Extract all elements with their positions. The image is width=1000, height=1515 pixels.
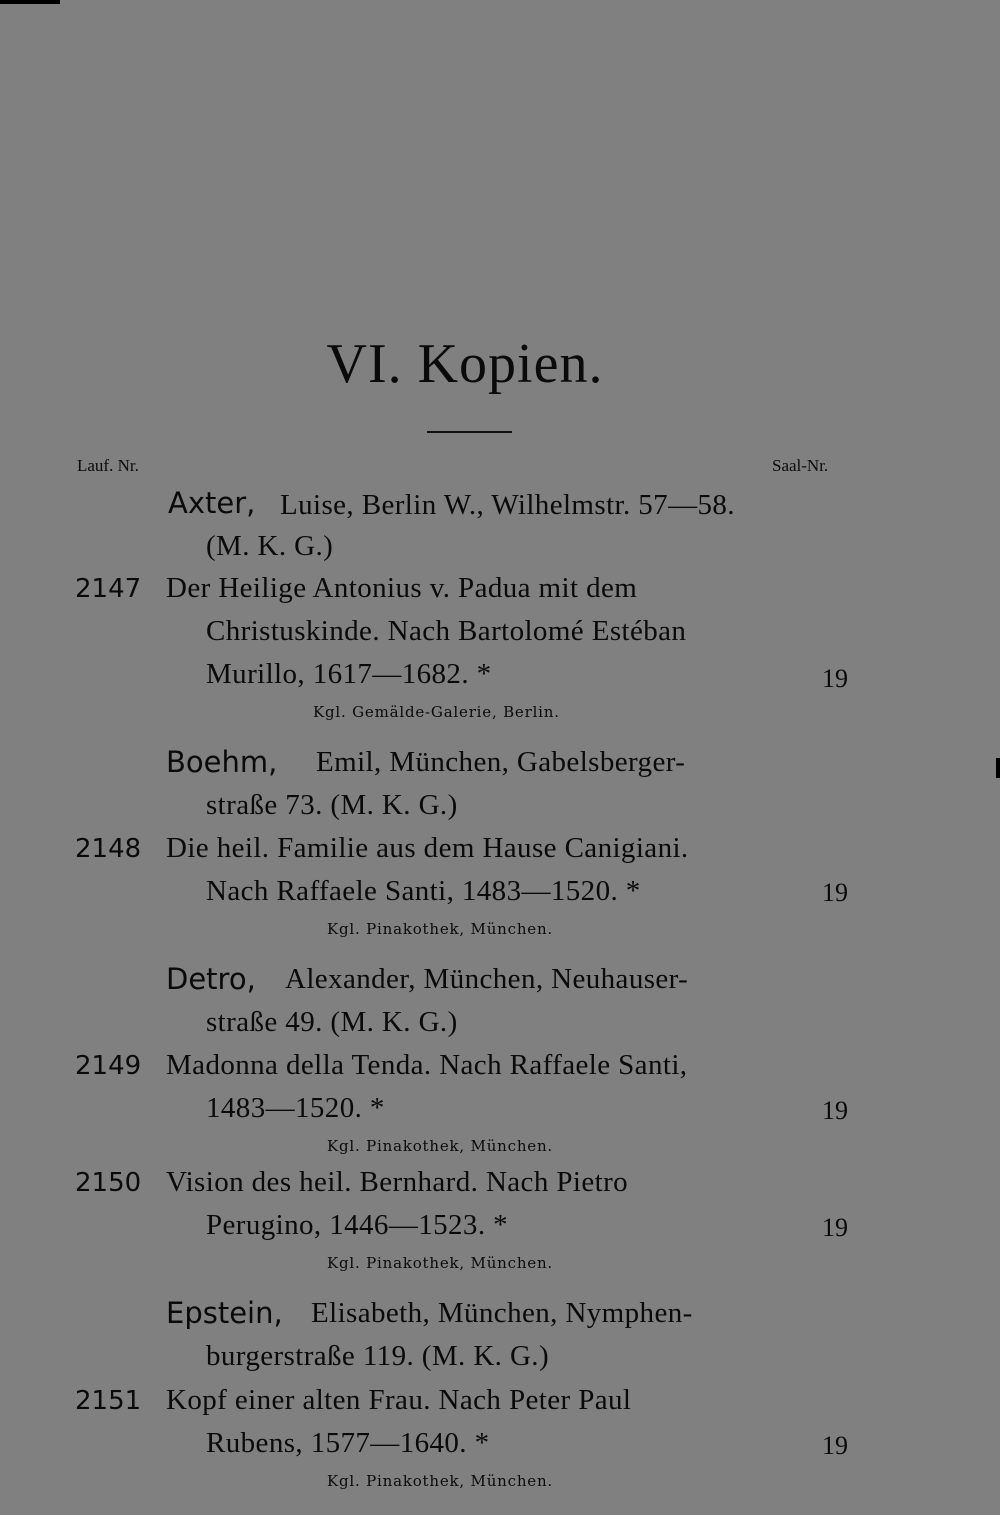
catalog-number: 2147 <box>75 574 142 604</box>
work-title: Kopf einer alten Frau. Nach Peter Paul <box>166 1384 632 1416</box>
saal-number: 19 <box>822 878 848 907</box>
work-title: Nach Raffaele Santi, 1483—1520. * <box>206 875 641 907</box>
artist-details: Luise, Berlin W., Wilhelmstr. 57—58. <box>280 489 735 521</box>
source-collection: Kgl. Pinakothek, München. <box>327 920 553 938</box>
catalog-number: 2148 <box>75 834 142 864</box>
page-title: VI. Kopien. <box>326 333 604 395</box>
artist-name: Boehm, <box>166 745 278 779</box>
scan-edge-mark <box>996 758 1000 778</box>
artist-details: burgerstraße 119. (M. K. G.) <box>206 1340 550 1372</box>
source-collection: Kgl. Pinakothek, München. <box>327 1254 553 1272</box>
artist-details: Emil, München, Gabelsberger- <box>316 746 686 778</box>
source-collection: Kgl. Pinakothek, München. <box>327 1137 553 1155</box>
work-title: Murillo, 1617—1682. * <box>206 658 492 690</box>
work-title: Madonna della Tenda. Nach Raffaele Santi, <box>166 1049 688 1081</box>
artist-name: Epstein, <box>166 1296 283 1330</box>
catalog-number: 2150 <box>75 1168 142 1198</box>
work-title: Der Heilige Antonius v. Padua mit dem <box>166 572 638 604</box>
artist-name: Axter, <box>168 486 256 520</box>
work-title: Rubens, 1577—1640. * <box>206 1427 490 1459</box>
saal-number: 19 <box>822 1213 848 1242</box>
title-rule <box>427 431 512 433</box>
catalog-number: 2151 <box>75 1386 142 1416</box>
work-title: Die heil. Familie aus dem Hause Canigiani. <box>166 832 689 864</box>
column-header-lauf-nr: Lauf. Nr. <box>77 456 139 475</box>
artist-details: Elisabeth, München, Nymphen- <box>311 1297 693 1329</box>
source-collection: Kgl. Pinakothek, München. <box>327 1472 553 1490</box>
artist-details: (M. K. G.) <box>206 530 334 562</box>
artist-details: Alexander, München, Neuhauser- <box>285 963 689 995</box>
saal-number: 19 <box>822 664 848 693</box>
artist-details: straße 73. (M. K. G.) <box>206 789 458 821</box>
work-title: Perugino, 1446—1523. * <box>206 1209 509 1241</box>
catalog-number: 2149 <box>75 1051 142 1081</box>
work-title: 1483—1520. * <box>206 1092 385 1124</box>
artist-details: straße 49. (M. K. G.) <box>206 1006 458 1038</box>
scan-corner-mark <box>0 0 60 4</box>
work-title: Vision des heil. Bernhard. Nach Pietro <box>166 1166 629 1198</box>
saal-number: 19 <box>822 1431 848 1460</box>
work-title: Christuskinde. Nach Bartolomé Estéban <box>206 615 687 647</box>
artist-name: Detro, <box>166 962 256 996</box>
source-collection: Kgl. Gemälde-Galerie, Berlin. <box>313 703 560 721</box>
saal-number: 19 <box>822 1096 848 1125</box>
column-header-saal-nr: Saal-Nr. <box>772 456 829 475</box>
